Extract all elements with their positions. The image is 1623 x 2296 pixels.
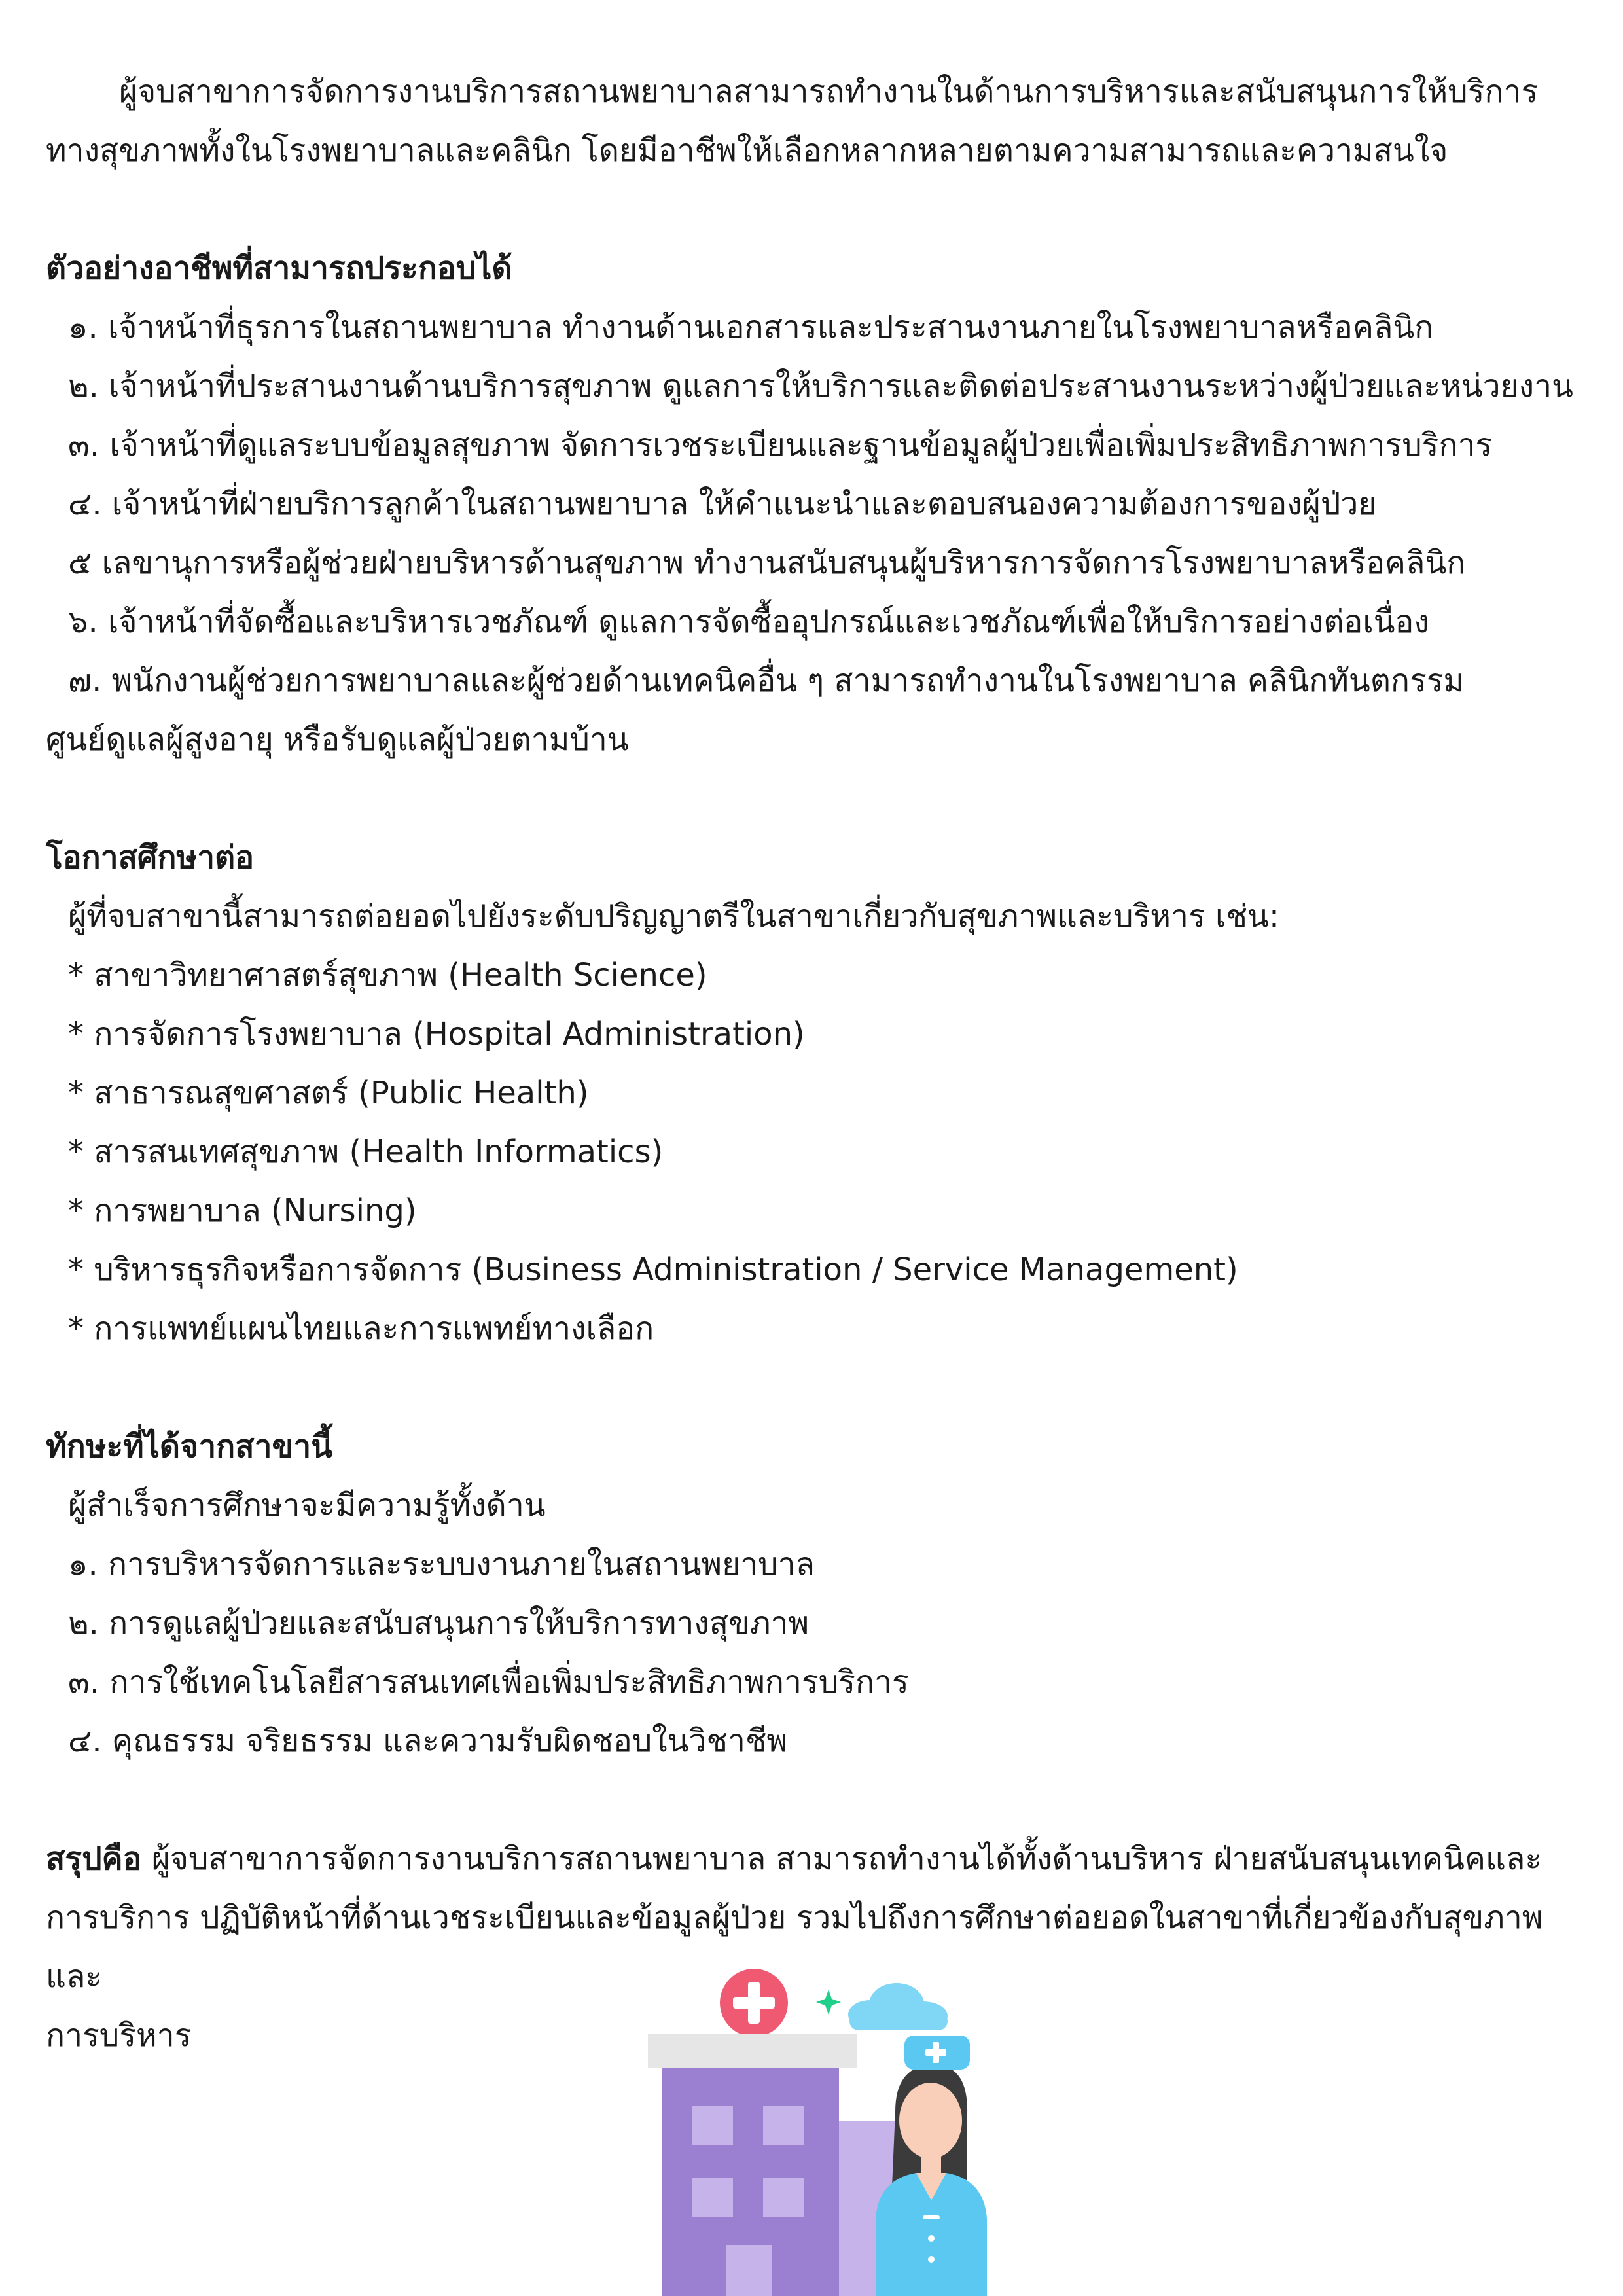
skill-item: ๑. การบริหารจัดการและระบบงานภายในสถานพยาบาล xyxy=(68,1546,815,1583)
spacer xyxy=(46,180,1577,239)
sparkle-icon xyxy=(816,1990,841,2015)
skill-item: ๓. การใช้เทคโนโลยีสารสนเทศเพื่อเพิ่มประสิทธิภาพการบริการ xyxy=(68,1664,909,1700)
hospital-nurse-illustration-icon xyxy=(641,1957,1008,2296)
education-heading: โอกาสศึกษาต่อ xyxy=(46,839,255,876)
skill-item: ๔. คุณธรรม จริยธรรม และความรับผิดชอบในวิชาชีพ xyxy=(68,1723,788,1759)
education-item: * การจัดการโรงพยาบาล (Hospital Administration) xyxy=(68,1016,805,1052)
summary-line-3: การบริหาร xyxy=(46,2017,192,2054)
cloud-icon xyxy=(848,1983,948,2030)
summary-line-2: การบริการ ปฏิบัติหน้าที่ด้านเวชระเบียนและข้อมูลผู้ป่วย รวมไปถึงการศึกษาต่อยอดในสาขาที่เกี่ยวข้องกับสุขภาพและ xyxy=(46,1899,1543,1995)
education-intro: ผู้ที่จบสาขานี้สามารถต่อยอดไปยังระดับปริญญาตรีในสาขาเกี่ยวกับสุขภาพและบริหาร เช่น: xyxy=(68,898,1279,935)
education-item: * สาขาวิทยาศาสตร์สุขภาพ (Health Science) xyxy=(68,957,707,994)
career-item: ๔. เจ้าหน้าที่ฝ่ายบริการลูกค้าในสถานพยาบาล ให้คำแนะนำและตอบสนองความต้องการของผู้ป่วย xyxy=(68,486,1377,522)
summary-text-1: ผู้จบสาขาการจัดการงานบริการสถานพยาบาล สามารถทำงานได้ทั้งด้านบริหาร ฝ่ายสนับสนุนเทคนิคและ xyxy=(151,1840,1543,1877)
career-item: ๓. เจ้าหน้าที่ดูแลระบบข้อมูลสุขภาพ จัดการเวชระเบียนและฐานข้อมูลผู้ป่วยเพื่อเพิ่มประสิทธิภาพการบริการ xyxy=(68,427,1493,463)
career-item: ๒. เจ้าหน้าที่ประสานงานด้านบริการสุขภาพ ดูแลการให้บริการและติดต่อประสานงานระหว่างผู้ป่วยและหน่วยงาน xyxy=(68,368,1573,404)
education-item: * การแพทย์แผนไทยและการแพทย์ทางเลือก xyxy=(68,1310,654,1347)
intro-line-1: ผู้จบสาขาการจัดการงานบริการสถานพยาบาลสามารถทำงานในด้านการบริหารและสนับสนุนการให้บริการ xyxy=(119,73,1539,110)
careers-heading: ตัวอย่างอาชีพที่สามารถประกอบได้ xyxy=(46,250,512,287)
building-roof xyxy=(648,2034,857,2068)
intro-line-2: ทางสุขภาพทั้งในโรงพยาบาลและคลินิก โดยมีอาชีพให้เลือกหลากหลายตามความสามารถและความสนใจ xyxy=(46,132,1448,169)
skills-heading: ทักษะที่ได้จากสาขานี้ xyxy=(46,1428,333,1465)
summary-line-1 xyxy=(46,1829,1577,1888)
education-item: * การพยาบาล (Nursing) xyxy=(68,1193,417,1229)
career-item: ๖. เจ้าหน้าที่จัดซื้อและบริหารเวชภัณฑ์ ดูแลการจัดซื้ออุปกรณ์และเวชภัณฑ์เพื่อให้บริการอย่างต่อเนื่อง xyxy=(68,603,1429,640)
education-item: * บริหารธุรกิจหรือการจัดการ (Business Administration / Service Management) xyxy=(68,1251,1238,1288)
education-item: * สารสนเทศสุขภาพ (Health Informatics) xyxy=(68,1134,664,1170)
skills-intro: ผู้สำเร็จการศึกษาจะมีความรู้ทั้งด้าน xyxy=(68,1487,546,1524)
document-body xyxy=(46,62,1577,2065)
education-item: * สาธารณสุขศาสตร์ (Public Health) xyxy=(68,1075,589,1111)
career-item-continuation: ศูนย์ดูแลผู้สูงอายุ หรือรับดูแลผู้ป่วยตามบ้าน xyxy=(46,721,629,758)
career-item: ๑. เจ้าหน้าที่ธุรการในสถานพยาบาล ทำงานด้านเอกสารและประสานงานภายในโรงพยาบาลหรือคลินิก xyxy=(68,309,1434,346)
career-item: ๗. พนักงานผู้ช่วยการพยาบาลและผู้ช่วยด้านเทคนิคอื่น ๆ สามารถทำงานในโรงพยาบาล คลินิกทันตกรรม xyxy=(68,662,1465,699)
spacer xyxy=(46,1770,1577,1829)
career-item: ๕ เลขานุการหรือผู้ช่วยฝ่ายบริหารด้านสุขภาพ ทำงานสนับสนุนผู้บริหารการจัดการโรงพยาบาลหรือคลินิก xyxy=(68,545,1466,581)
spacer xyxy=(46,769,1577,828)
spacer xyxy=(46,1358,1577,1417)
skill-item: ๒. การดูแลผู้ป่วยและสนับสนุนการให้บริการทางสุขภาพ xyxy=(68,1605,810,1641)
summary-label: สรุปคือ xyxy=(46,1840,142,1877)
